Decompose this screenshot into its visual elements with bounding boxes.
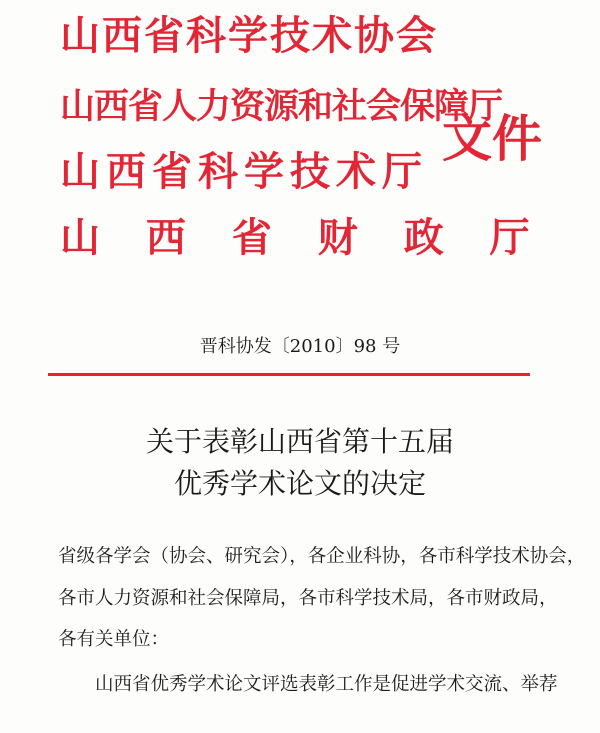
body-paragraph-line-1: 山西省优秀学术论文评选表彰工作是促进学术交流、举荐 [95,674,558,695]
addressee-line-2: 各市人力资源和社会保障局，各市科学技术局，各市财政局， [58,588,558,609]
document-type-label: 文件 [442,110,542,168]
addressee-line-1: 省级各学会（协会、研究会），各企业科协，各市科学技术协会， [58,546,586,567]
issuing-org-1: 山西省科学技术协会 [60,13,438,59]
issuing-org-2: 山西省人力资源和社会保障厅 [60,87,503,127]
issuing-org-3: 山西省科学技术厅 [60,149,428,195]
red-divider-line [48,373,530,376]
document-title-line-2: 优秀学术论文的决定 [173,467,426,500]
document-title-line-1: 关于表彰山西省第十五届 [145,425,454,458]
addressee-line-3: 各有关单位： [58,629,170,650]
issuing-org-4: 山 西 省 财 政 厅 [60,215,546,261]
document-number: 晋科协发〔2010〕98 号 [199,336,401,357]
